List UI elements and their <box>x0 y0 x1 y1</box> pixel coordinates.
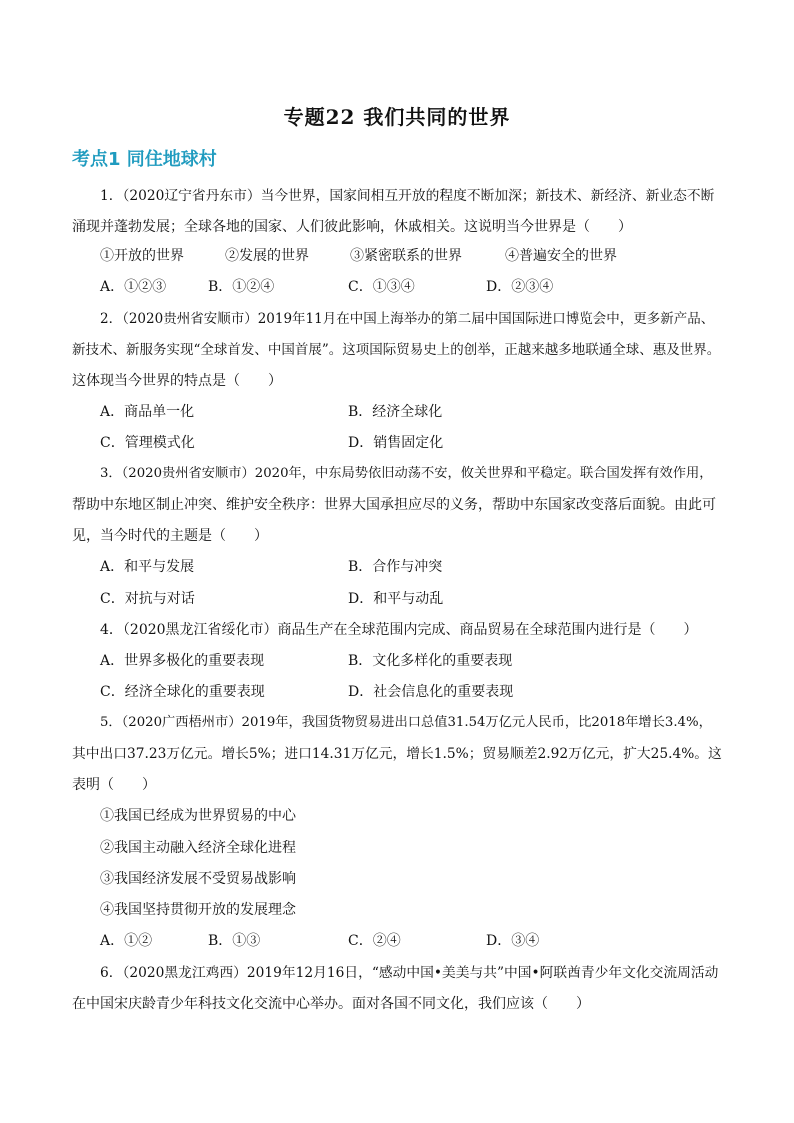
q2-line-2: 新技术、新服务实现“全球首发、中国首展”。这项国际贸易史上的创举，正越来越多地联通全球、惠及世界。 <box>72 342 721 358</box>
q2-line-3: 这体现当今世界的特点是（ ） <box>72 373 282 389</box>
q1-option-a: A．①②③ <box>100 279 167 295</box>
q3-line-2: 帮助中东地区制止冲突、维护安全秩序：世界大国承担应尽的义务，帮助中东国家改变落后面貌。由此可 <box>72 497 716 513</box>
q5-item-1: ①我国已经成为世界贸易的中心 <box>100 808 296 824</box>
q1-item-2: ②发展的世界 <box>225 248 309 264</box>
q3-option-c: C．对抗与对话 <box>100 591 195 607</box>
q1-option-d: D．②③④ <box>486 279 554 295</box>
q5-option-c: C．②④ <box>348 933 401 949</box>
document-title: 专题22 我们共同的世界 <box>283 105 511 129</box>
q4-option-d: D．社会信息化的重要表现 <box>348 684 514 700</box>
q1-line-2: 涌现并蓬勃发展；全球各地的国家、人们彼此影响，休戚相关。这说明当今世界是（ ） <box>72 219 632 235</box>
section-heading: 考点1 同住地球村 <box>72 149 217 170</box>
q1-item-4: ④普遍安全的世界 <box>505 248 617 264</box>
q3-line-3: 见，当今时代的主题是（ ） <box>72 528 268 544</box>
q5-option-a: A．①② <box>100 933 153 949</box>
q1-item-3: ③紧密联系的世界 <box>350 248 462 264</box>
q3-option-b: B．合作与冲突 <box>348 559 443 575</box>
q5-item-4: ④我国坚持贯彻开放的发展理念 <box>100 902 296 918</box>
q2-line-1: 2．（2020贵州省安顺市）2019年11月在中国上海举办的第二届中国国际进口博览会中，更多新产品、 <box>100 311 715 327</box>
q5-item-3: ③我国经济发展不受贸易战影响 <box>100 871 296 887</box>
q2-option-d: D．销售固定化 <box>348 435 444 451</box>
q1-option-c: C．①③④ <box>348 279 415 295</box>
q5-item-2: ②我国主动融入经济全球化进程 <box>100 840 296 856</box>
q2-option-c: C．管理模式化 <box>100 435 195 451</box>
q6-line-1: 6．（2020黑龙江鸡西）2019年12月16日，“感动中国•美美与共”中国•阿联酋青少年文化交流周活动 <box>100 965 719 981</box>
q5-option-d: D．③④ <box>486 933 540 949</box>
q4-option-b: B．文化多样化的重要表现 <box>348 653 513 669</box>
q4-option-a: A．世界多极化的重要表现 <box>100 653 265 669</box>
q1-line-1: 1．（2020辽宁省丹东市）当今世界，国家间相互开放的程度不断加深；新技术、新经济、新业态不断 <box>100 188 715 204</box>
q2-option-a: A．商品单一化 <box>100 404 195 420</box>
q5-line-3: 表明（ ） <box>72 777 156 793</box>
q3-line-1: 3．（2020贵州省安顺市）2020年，中东局势依旧动荡不安，攸关世界和平稳定。联合国发挥有效作用， <box>100 466 713 481</box>
q3-option-a: A．和平与发展 <box>100 559 195 575</box>
q1-item-1: ①开放的世界 <box>100 248 184 264</box>
q2-option-b: B．经济全球化 <box>348 404 443 420</box>
q4-option-c: C．经济全球化的重要表现 <box>100 684 265 700</box>
q3-option-d: D．和平与动乱 <box>348 591 444 607</box>
q5-line-1: 5．（2020广西梧州市）2019年，我国货物贸易进出口总值31.54万亿元人民币，比2018年增长3.4%， <box>100 715 712 730</box>
q5-line-2: 其中出口37.23万亿元。增长5%；进口14.31万亿元，增长1.5%；贸易顺差2.92万亿元，扩大25.4%。这 <box>72 746 722 762</box>
q1-option-b: B．①②④ <box>208 279 275 295</box>
q5-option-b: B．①③ <box>208 933 261 949</box>
q4-line-1: 4．（2020黑龙江省绥化市）商品生产在全球范围内完成、商品贸易在全球范围内进行是（ ） <box>100 622 698 638</box>
q6-line-2: 在中国宋庆龄青少年科技文化交流中心举办。面对各国不同文化，我们应该（ ） <box>72 996 590 1012</box>
